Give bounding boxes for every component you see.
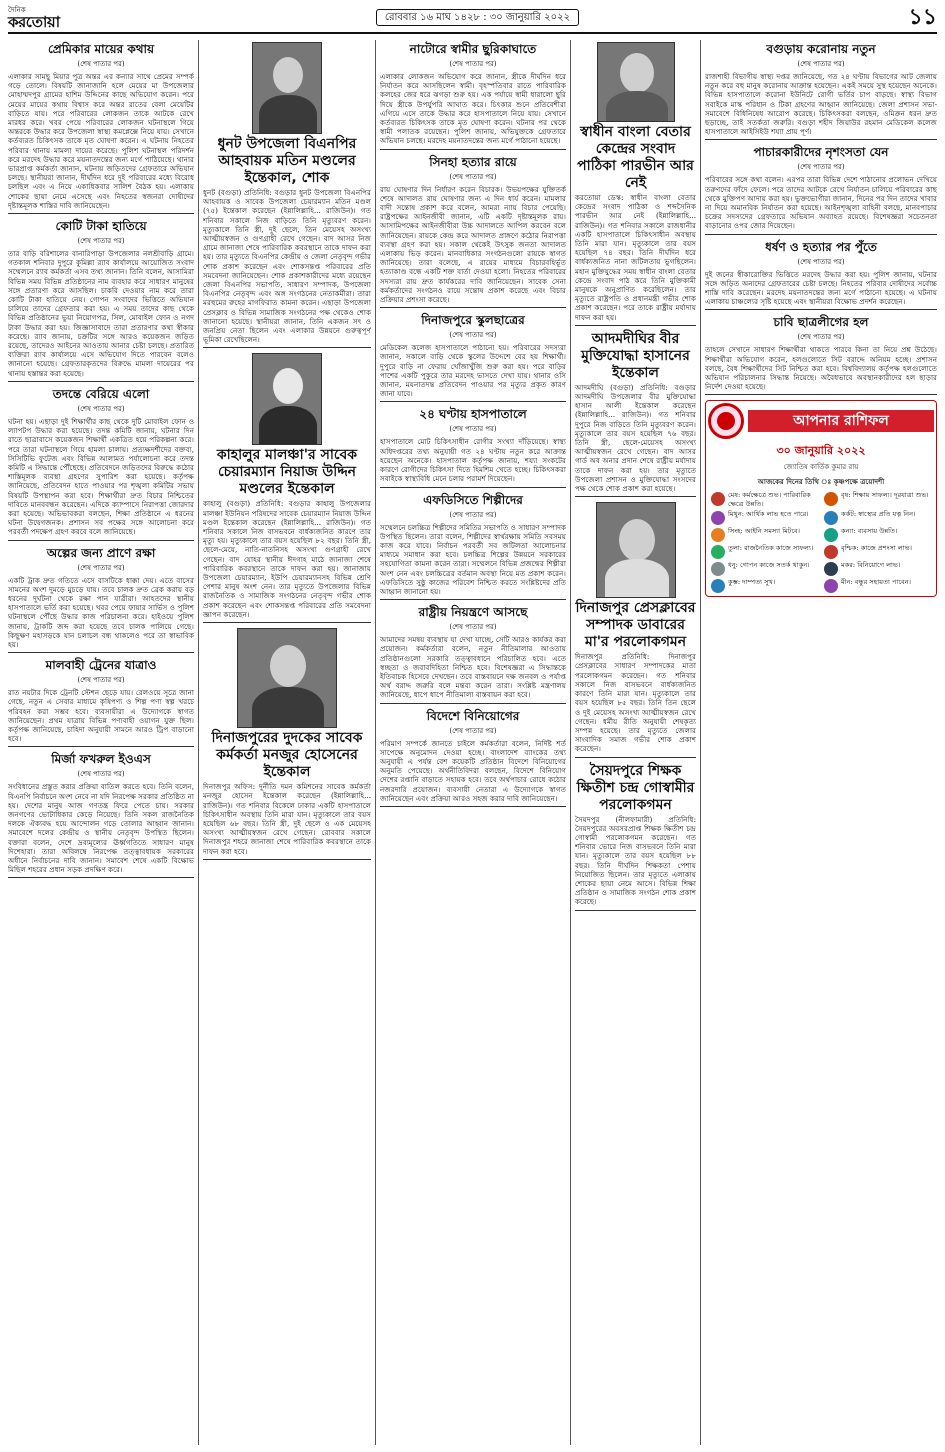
article-body: ঘটনা হয়। এছাড়া দুই শিক্ষার্থীর কাছ থেকে দুটি মোবাইল ফোন ও ল্যাপটপ উদ্ধার করা হয়েছে। তদন্ত কমিটি জানায়, ঘটনার দিন রাতে ছাত্রাবাসে কয়েকজন শিক্ষার্থী একত্রিত হয়ে পরিকল্পনা করে। পরে তারা ঘটনাস্থলে গিয়ে হামলা চালায়। প্রত্যক্ষদর্শীদের বক্তব্য, সিসিটিভি ফুটেজ এবং বিভিন্ন আলামত পর্যালোচনা করে তদন্ত কমিটি এ সিদ্ধান্তে পৌঁছেছে। প্রতিবেদনে জড়িতদের বিরুদ্ধে কঠোর শাস্তিমূলক ব্যবস্থা গ্রহণের সুপারিশ করা হয়েছে। কর্তৃপক্ষ জানিয়েছে, প্রতিবেদন হাতে পাওয়ার পর শৃঙ্খলা কমিটির সভায় বিষয়টি উপস্থাপন করা হবে। শিক্ষার্থীরা দ্রুত বিচার নিশ্চিতের দাবিতে মানববন্ধন করেছেন। এদিকে ক্যাম্পাসে নিরাপত্তা জোরদার করা হয়েছে। অভিভাবকরা বলছেন, শিক্ষা প্রতিষ্ঠানে এ ধরনের ঘটনা উদ্বেগজনক। প্রশাসন সব পক্ষের সঙ্গে আলোচনা করে পরবর্তী পদক্ষেপ গ্রহণ করবে বলে জানিয়েছে। [8,416,194,537]
article-body: পরিবারের সঙ্গে কথা বলেন। এরপর তারা বিভিন্ন দেশে পাঠানোর প্রলোভন দেখিয়ে তরুণদের ফাঁদে ফেলে। পরে তাদের আটকে রেখে নির্যাতন চালিয়ে পরিবারের কাছ থেকে মুক্তিপণ আদায় করা হয়। ভুক্তভোগীরা জানান, দিনের পর দিন তাদের খাবার না দিয়ে অমানবিক নির্যাতন করা হয়েছে। আইনশৃঙ্খলা বাহিনী বলছে, মানবপাচার চক্রের সদস্যদের গ্রেফতারে অভিযান অব্যাহত রয়েছে। বিশেষজ্ঞরা সচেতনতা বাড়ানোর ওপর জোর দিয়েছেন। [705,175,937,231]
article-divider [8,540,194,541]
article-divider [575,496,696,497]
horoscope-signs [706,488,936,596]
column-divider [570,40,571,1445]
continued-note: (শেষ পাতার পর) [77,404,125,413]
article-headline: বগুড়ায় করোনায় নতুন [766,42,876,56]
gemini-icon [711,511,725,525]
article-headline: দিনাজপুরের দুদকের সাবেক কর্মকর্তা মনজুর হোসেনের ইন্তেকাল [211,730,363,781]
article-headline: আদমদীঘির বীর মুক্তিযোদ্ধা হাসানের ইন্তেকাল [581,330,690,381]
libra-icon [711,545,725,559]
continued-note: (শেষ পাতার পর) [449,172,497,181]
zodiac-entry [711,527,818,542]
article-divider [203,622,371,623]
article [575,600,696,757]
zodiac-entry [711,578,818,593]
article [575,124,696,326]
continued-note: (শেষ পাতার পর) [449,331,497,340]
zodiac-entry [824,561,931,576]
article-divider [380,806,566,807]
zodiac-text: কর্কট: স্বাস্থ্যের প্রতি যত্ন নিন। [841,510,916,519]
column-2 [203,40,371,1445]
issue-date-box [78,10,877,27]
article-body: রায় ঘোষণার দিন নির্ধারণ করেন বিচারক। উভয়পক্ষের যুক্তিতর্ক শেষে আদালত রায় ঘোষণার জন্য এ দিন ধার্য করেন। মামলার বাদী সন্তোষ প্রকাশ করে বলেন, আমরা ন্যায় বিচার পেয়েছি। রাষ্ট্রপক্ষের আইনজীবী জানান, এটি একটি দৃষ্টান্তমূলক রায়। আসামিপক্ষের আইনজীবীরা উচ্চ আদালতে আপিল করবেন বলে জানিয়েছেন। রায়কে কেন্দ্র করে আদালত প্রাঙ্গণে কঠোর নিরাপত্তা ব্যবস্থা গ্রহণ করা হয়। সকাল থেকেই উৎসুক জনতা আদালত এলাকায় ভিড় করেন। মানবাধিকার সংগঠনগুলো রায়কে স্বাগত জানিয়েছে। তারা বলেছে, এ রায়ের মাধ্যমে বিচারবহির্ভূত হত্যাকাণ্ড বন্ধে একটি শক্ত বার্তা দেওয়া হলো। নিহতের পরিবারের সদস্যরা রায় দ্রুত কার্যকরের দাবি জানিয়েছেন। সাবেক সেনা কর্মকর্তাদের সংগঠনও রায়ে সন্তোষ প্রকাশ করেছে এবং বিচার প্রক্রিয়ার প্রশংসা করেছে। [380,184,566,305]
article-body: রাজশাহী বিভাগীয় স্বাস্থ্য দপ্তর জানিয়েছে, গত ২৪ ঘণ্টায় বিভাগের আট জেলায় নতুন করে বহু মানুষ করোনায় আক্রান্ত হয়েছেন। একই সময়ে সুস্থ হয়েছেন অনেকে। বিভিন্ন হাসপাতালে করোনা ইউনিটে রোগী ভর্তির চাপ বাড়ছে। স্বাস্থ্য বিভাগ সবাইকে মাস্ক পরিধান ও টিকা গ্রহণের আহ্বান জানিয়েছে। জেলা প্রশাসন সভা-সমাবেশে বিধিনিষেধ আরোপ করেছে। চিকিৎসকরা বলছেন, ওমিক্রন ধরন দ্রুত ছড়াচ্ছে, তাই সতর্কতা জরুরি। বগুড়া শহীদ জিয়াউর রহমান মেডিকেল কলেজ হাসপাতালে আইসিইউ শয্যা প্রায় পূর্ণ। [705,72,937,137]
horoscope-panel [705,400,937,597]
column-divider [700,40,701,1445]
article [8,219,194,382]
article [380,155,566,309]
continued-note: (শেষ পাতার পর) [797,163,845,172]
article-headline: ধর্ষণ ও হত্যার পর পুঁতে [765,239,877,254]
logo-title: করতোয়া [8,12,60,31]
article-body: এলাকার লোকজন অভিযোগ করে জানান, স্ত্রীকে দীর্ঘদিন ধরে নির্যাতন করে আসছিলেন স্বামী। বৃহস্পতিবার রাতে পারিবারিক কলহের জের ধরে ঝগড়া শুরু হয়। এক পর্যায়ে স্বামী ধারালো ছুরি দিয়ে স্ত্রীকে উপর্যুপরি আঘাত করে। চিৎকার শুনে প্রতিবেশীরা এগিয়ে এসে তাকে উদ্ধার করে হাসপাতালে নিয়ে যায়। সেখানে কর্তব্যরত চিকিৎসক তাকে মৃত ঘোষণা করেন। ঘটনার পর থেকে স্বামী পলাতক রয়েছেন। পুলিশ জানায়, অভিযুক্তকে গ্রেফতারে অভিযান চলছে। মরদেহ ময়নাতদন্তের জন্য মর্গে পাঠানো হয়েছে। [380,72,566,146]
article-headline: রাষ্ট্রীয় নিয়ন্ত্রণে আসছে [418,605,528,620]
page-number: ১১ [908,4,937,30]
article-body: আমাদের সমন্বয় ব্যবস্থায় যা দেখা যাচ্ছে, সেটি আরও কার্যকর করা প্রয়োজন। কর্মকর্তারা বলেন, নতুন নীতিমালার আওতায় প্রতিষ্ঠানগুলো সরকারি তত্ত্বাবধানে পরিচালিত হবে। এতে স্বচ্ছতা ও জবাবদিহিতা নিশ্চিত হবে। বিশেষজ্ঞরা এ সিদ্ধান্তকে ইতিবাচক হিসেবে দেখছেন। তবে বাস্তবায়নে দক্ষ জনবল ও পর্যাপ্ত অর্থ বরাদ্দ জরুরি বলে মন্তব্য করেন তারা। সংশ্লিষ্ট মন্ত্রণালয় জানিয়েছে, ধাপে ধাপে নীতিমালা বাস্তবায়ন করা হবে। [380,635,566,700]
zodiac-entry [824,578,931,593]
zodiac-entry [824,510,931,525]
article-headline: স্বাধীন বাংলা বেতার কেন্দ্রের সংবাদ পাঠিকা পারভীন আর নেই [577,124,694,191]
article [8,658,194,747]
aries-icon [711,492,725,506]
article-body: রাত নয়টার দিকে ট্রেনটি স্টেশন ছেড়ে যায়। রেলওয়ে সূত্রে জানা গেছে, নতুন এ সেবার মাধ্যমে কৃষিপণ্য ও শিল্প পণ্য স্বল্প খরচে পরিবহন করা সম্ভব হবে। ব্যবসায়ীরা এ উদ্যোগকে স্বাগত জানিয়েছেন। প্রথম যাত্রায় বিভিন্ন পণ্যবাহী ওয়াগন যুক্ত ছিল। কর্তৃপক্ষ জানিয়েছে, চাহিদা অনুযায়ী সামনে আরও ট্রিপ বাড়ানো হবে। [8,688,194,744]
article-divider [8,213,194,214]
horoscope-author: জ্যোতিষ কার্তিক কুমার রায় [783,463,859,472]
article-divider [380,307,566,308]
continued-note: (শেষ পাতার পর) [77,770,125,779]
horoscope-title: আপনার রাশিফল [748,410,934,432]
article [380,493,566,601]
article-headline: দিনাজপুর প্রেসক্লাবের সম্পাদক ডাবারের মা'র পরলোকগমন [575,600,696,651]
article-headline: প্রেমিকার মায়ের কথায় [47,42,155,56]
article-body: সংবিধানের প্রস্তুত করার প্রক্রিয়া বাতিল করতে হবে। তিনি বলেন, বিএনপি নির্বাচনে অংশ নেবে না যদি নিরপেক্ষ সরকার প্রতিষ্ঠিত না হয়। দেশের মানুষ আজ গণতন্ত্র ফিরে পেতে চায়। সরকার জনগণের ভোটাধিকার কেড়ে নিয়েছে। তিনি সকল রাজনৈতিক দলকে ঐক্যবদ্ধ হয়ে আন্দোলন গড়ে তোলার আহ্বান জানান। সমাবেশে দলের কেন্দ্রীয় ও স্থানীয় নেতৃবৃন্দ উপস্থিত ছিলেন। বক্তারা বলেন, দেশে দ্রব্যমূল্যের ঊর্ধ্বগতিতে সাধারণ মানুষ দিশেহারা। তারা অবিলম্বে নিরপেক্ষ তত্ত্বাবধায়ক সরকারের অধীনে নির্বাচনের দাবি জানান। সমাবেশ শেষে একটি বিক্ষোভ মিছিল শহরের প্রধান সড়ক প্রদক্ষিণ করে। [8,782,194,875]
continued-note: (শেষ পাতার পর) [449,623,497,632]
article [705,315,937,395]
article [575,331,696,497]
zodiac-entry [824,527,931,542]
column-4 [575,40,696,1445]
article-divider [203,347,371,348]
zodiac-text: মকর: বিনিয়োগে লাভ। [841,561,901,570]
portrait-photo [597,42,675,122]
article-headline: সৈয়দপুরে শিক্ষক ক্ষিতীশ চন্দ্র গোস্বামীর পরলোকগমন [576,762,695,813]
article-divider [380,401,566,402]
article-body: তাহলে সেখানে সাধারণ শিক্ষার্থীরা থাকতে পারবে কিনা তা নিয়ে প্রশ্ন উঠেছে। শিক্ষার্থীরা অভিযোগ করেন, হলগুলোতে সিট বরাদ্দে অনিয়ম হচ্ছে। প্রশাসন বলছে, বৈধ শিক্ষার্থীদের সিট নিশ্চিত করা হবে। বিশ্ববিদ্যালয় কর্তৃপক্ষ হলগুলোতে অভিযান পরিচালনার সিদ্ধান্ত নিয়েছে। অবৈধভাবে অবস্থানকারীদের হল ছাড়ার নির্দেশ দেওয়া হয়েছে। [705,345,937,392]
zodiac-entry [711,510,818,525]
article-divider [203,859,371,860]
zodiac-text: কন্যা: ব্যবসায় উন্নতি। [841,527,898,536]
column-divider [198,40,199,1445]
zodiac-text: মেষ: কর্মক্ষেত্রে শুভ। পারিবারিক ক্ষেত্রে উন্নতি। [728,491,811,508]
article-body: ধুনট (বগুড়া) প্রতিনিধি: বগুড়ার ধুনট উপজেলা বিএনপির আহবায়ক ও সাবেক উপজেলা চেয়ারম্যান মতিন মণ্ডল (৭৫) ইন্তেকাল করেছেন (ইন্নালিল্লাহি... রাজিউন)। গত শনিবার সকালে নিজ বাড়িতে তিনি মৃত্যুবরণ করেন। মৃত্যুকালে তিনি স্ত্রী, দুই ছেলে, তিন মেয়েসহ অসংখ্য আত্মীয়স্বজন ও গুণগ্রাহী রেখে গেছেন। বাদ আসর নিজ গ্রামে জানাজা শেষে পারিবারিক কবরস্থানে তাকে দাফন করা হয়। তার মৃত্যুতে বিএনপির কেন্দ্রীয় ও জেলা নেতৃবৃন্দ গভীর শোক প্রকাশ করেছেন এবং শোকসন্তপ্ত পরিবারের প্রতি সমবেদনা জানিয়েছেন। শোক প্রকাশকারীদের মধ্যে রয়েছেন জেলা বিএনপির সভাপতি, সাধারণ সম্পাদক, উপজেলা বিএনপির নেতৃবৃন্দ এবং অঙ্গ সংগঠনের নেতাকর্মীরা। তারা মরহুমের রুহের মাগফিরাত কামনা করেন। এছাড়া উপজেলা প্রেসক্লাব ও বিভিন্ন সামাজিক সংগঠনের পক্ষ থেকেও শোক জানানো হয়েছে। স্থানীয়রা জানান, তিনি একজন সৎ ও জনপ্রিয় নেতা ছিলেন এবং এলাকার উন্নয়নে গুরুত্বপূর্ণ ভূমিকা রেখেছিলেন। [203,188,371,345]
article-headline: মির্জা ফখরুল ইওএস [51,752,151,767]
portrait-photo [237,628,337,728]
article-headline: চাবি ছাত্রলীগের হল [773,315,869,330]
article-body: এলাকার সামছু মিয়ার পুত্র অন্তর এর কন্যার সাথে প্রেমের সম্পর্ক গড়ে তোলে। বিষয়টি জানাজানি হলে মেয়ের মা উপজেলার মোহাম্মদপুর গ্রামের হাশিম উদ্দিনের কাছে অভিযোগ করেন। পরে মেয়ের মায়ের কথায় বিশ্বাস করে অন্তর রাতের বেলা মেয়েটির বাড়িতে যায়। পরে পরিবারের লোকজন তাকে আটকে রেখে মারধর করে। খবর পেয়ে পরিবারের লোকজন ঘটনাস্থলে গিয়ে অন্তরকে উদ্ধার করে উপজেলা স্বাস্থ্য কমপ্লেক্সে নিয়ে যায়। সেখানে কর্তব্যরত চিকিৎসক তাকে মৃত ঘোষণা করেন। এ ঘটনায় নিহতের পরিবার থানায় মামলা দায়ের করেছে। পুলিশ ঘটনাস্থল পরিদর্শন করে মরদেহ উদ্ধার করে ময়নাতদন্তের জন্য মর্গে পাঠিয়েছে। থানার ভারপ্রাপ্ত কর্মকর্তা জানান, ঘটনায় জড়িতদের গ্রেফতারে অভিযান চলছে। স্থানীয়রা জানান, দীর্ঘদিন ধরে দুই পরিবারের মধ্যে বিরোধ চলছিল এবং এ নিয়ে একাধিকবার সালিশ বৈঠক হয়। এলাকায় শোকের ছায়া নেমে এসেছে এবং নিহতের স্বজনরা দোষীদের দৃষ্টান্তমূলক শাস্তির দাবি জানিয়েছেন। [8,72,194,210]
continued-note: (শেষ পাতার পর) [449,60,497,68]
article-body: তার বাড়ি বরিশালের বানারিপাড়া উপজেলার নলশ্রীবাড়ি গ্রামে। গতকাল শনিবার দুপুরে কুমিল্লা র‌্যাব কার্যালয়ে আয়োজিত সংবাদ সম্মেলনে র‌্যাব কর্মকর্তা এসব তথ্য জানান। তিনি বলেন, আসামিরা বিভিন্ন সময় বিভিন্ন প্রতিষ্ঠানের নাম ব্যবহার করে সাধারণ মানুষের সঙ্গে প্রতারণা করে আসছিল। চাকরি দেওয়ার নাম করে তারা কোটি টাকা হাতিয়ে নেয়। গোপন সংবাদের ভিত্তিতে অভিযান চালিয়ে তাদের গ্রেফতার করা হয়। এ সময় তাদের কাছ থেকে বিভিন্ন প্রতিষ্ঠানের ভুয়া নিয়োগপত্র, সিল, মোবাইল ফোন ও নগদ টাকা উদ্ধার করা হয়। জিজ্ঞাসাবাদে তারা প্রতারণার কথা স্বীকার করেছে। র‌্যাব জানায়, চক্রটির সঙ্গে আরও কয়েকজন জড়িত রয়েছে, তাদেরও আইনের আওতায় আনার চেষ্টা চলছে। প্রতারিত ব্যক্তিরা র‌্যাব কার্যালয়ে এসে অভিযোগ দিতে পারবেন বলেও জানানো হয়েছে। গ্রেফতারকৃতদের বিরুদ্ধে মামলা দায়েরের পর থানায় হস্তান্তর করা হয়েছে। [8,249,194,378]
article-headline: মালবাহী ট্রেনের যাত্রাও [45,658,157,673]
article-divider [705,394,937,395]
article-body: হাসপাতালে মোট চিকিৎসাধীন রোগীর সংখ্যা দাঁড়িয়েছে। স্বাস্থ্য অধিদপ্তরের তথ্য অনুযায়ী গত ২৪ ঘণ্টায় নতুন করে আক্রান্ত হয়েছেন অনেকে। হাসপাতাল কর্তৃপক্ষ জানায়, শয্যা সংকটের কারণে রোগীদের চিকিৎসা দিতে হিমশিম খেতে হচ্ছে। চিকিৎসকরা সবাইকে স্বাস্থ্যবিধি মেনে চলার পরামর্শ দিয়েছেন। [380,437,566,484]
continued-note: (শেষ পাতার পর) [449,425,497,434]
logo-small-text: দৈনিক [8,5,26,14]
scorpio-icon [824,545,838,559]
continued-note: (শেষ পাতার পর) [449,726,497,735]
capricorn-icon [824,562,838,576]
article-headline: বিদেশে বিনিয়োগের [426,708,520,723]
article [380,407,566,487]
article [705,42,937,140]
continued-note: (শেষ পাতার পর) [77,237,125,246]
zodiac-entry [711,561,818,576]
article [8,42,194,214]
article [380,709,566,807]
article-divider [8,877,194,878]
article [203,136,371,348]
continued-note: (শেষ পাতার পর) [77,676,125,685]
article [705,240,937,311]
continued-note: (শেষ পাতার পর) [797,60,845,68]
article-divider [380,599,566,600]
zodiac-text: মীন: বন্ধুর সহায়তা পাবেন। [841,578,911,587]
article [705,145,937,234]
zodiac-text: বৃষ: শিক্ষায় সাফল্য। দূরযাত্রা শুভ। [841,491,929,500]
column-1 [8,40,194,1445]
leo-icon [711,528,725,542]
article-divider [575,325,696,326]
article-headline: দিনাজপুরে স্কুলছাত্রের [421,313,525,328]
continued-note: (শেষ পাতার পর) [797,333,845,342]
article-divider [8,746,194,747]
continued-note: (শেষ পাতার পর) [77,60,125,68]
column-3 [380,40,566,1445]
article-body: সৈয়দপুর (নীলফামারী) প্রতিনিধি: সৈয়দপুরের অবসরপ্রাপ্ত শিক্ষক ক্ষিতীশ চন্দ্র গোস্বামী পরলোকগমন করেছেন। গত শনিবার ভোরে নিজ বাসভবনে তিনি মারা যান। মৃত্যুকালে তার বয়স হয়েছিল ৮৮ বছর। তিনি দীর্ঘদিন শিক্ষকতা পেশায় নিয়োজিত ছিলেন। তার মৃত্যুতে এলাকায় শোকের ছায়া নেমে আসে। বিভিন্ন শিক্ষা প্রতিষ্ঠান ও সামাজিক সংগঠন শোক প্রকাশ করেছে। [575,814,696,907]
zodiac-entry [711,491,818,508]
sagittarius-icon [711,562,725,576]
taurus-icon [824,492,838,506]
article [8,752,194,878]
article-divider [575,757,696,758]
horoscope-tithi: আজকের দিনের তিথি ঃ কৃষ্ণপক্ষে ত্রয়োদশী [757,478,885,487]
article-body: সম্মেলনে চলচ্চিত্র শিল্পীদের সমিতির সভাপতি ও সাধারণ সম্পাদক উপস্থিত ছিলেন। তারা বলেন, শিল্পীদের স্বার্থরক্ষায় সমিতি সবসময় কাজ করে যাবে। নির্বাচন পরবর্তী সব জটিলতা আলোচনার মাধ্যমে সমাধান করা হবে। চলচ্চিত্র শিল্পের উন্নয়নে সরকারের সহযোগিতা কামনা করেন তারা। সম্মেলনে বিভিন্ন প্রজন্মের শিল্পীরা অংশ নেন এবং চলচ্চিত্রের বর্তমান অবস্থা নিয়ে মত প্রকাশ করেন। এফডিসিতে সুষ্ঠু কাজের পরিবেশ নিশ্চিত করতে সংশ্লিষ্টদের প্রতি আহ্বান জানানো হয়। [380,522,566,596]
article-body: মেডিকেল কলেজ হাসপাতালে পাঠানো হয়। পরিবারের সদস্যরা জানান, সকালে বাড়ি থেকে স্কুলের উদ্দেশে বের হয় শিক্ষার্থী। দুপুরে বাড়ি না ফেরায় খোঁজাখুঁজি শুরু করা হয়। পরে বাড়ির পাশের একটি পুকুরে তার মরদেহ ভাসতে দেখা যায়। থানার ওসি জানান, ময়নাতদন্ত প্রতিবেদন পাওয়ার পর মৃত্যুর প্রকৃত কারণ জানা যাবে। [380,343,566,399]
article [380,42,566,150]
article-headline: পাচারকারীদের নৃশংসতা যেন [753,145,889,160]
article-headline: তদন্তে বেরিয়ে এলো [52,386,150,401]
article-divider [705,309,937,310]
article-divider [705,139,937,140]
zodiac-entry [711,544,818,559]
article-divider [380,487,566,488]
issue-date: রোববার ১৬ মাঘ ১৪২৮ : ৩০ জানুয়ারি ২০২২ [376,9,579,26]
article-body: পরিমাণ সম্পর্কে জানতে চাইলে কর্মকর্তারা বলেন, নির্দিষ্ট শর্ত সাপেক্ষে অনুমোদন দেওয়া হচ্ছে। বাংলাদেশ ব্যাংকের তথ্য অনুযায়ী এ পর্যন্ত বেশ কয়েকটি প্রতিষ্ঠান বিদেশে বিনিয়োগের অনুমতি পেয়েছে। অর্থনীতিবিদরা বলছেন, বিদেশে বিনিয়োগ দেশের রপ্তানি বাড়াতে সহায়ক হবে। তবে অর্থপাচার রোধে কঠোর নজরদারি প্রয়োজন। ব্যবসায়ী নেতারা এ উদ্যোগকে স্বাগত জানিয়েছেন এবং প্রক্রিয়া আরও সহজ করার দাবি জানিয়েছেন। [380,738,566,803]
article-body: দিনাজপুর প্রতিনিধি: দিনাজপুর প্রেসক্লাবের সাধারণ সম্পাদকের মাতা পরলোকগমন করেছেন। গত শনিবার সকালে নিজ বাসভবনে বার্ধক্যজনিত কারণে তিনি মারা যান। মৃত্যুকালে তার বয়স হয়েছিল ৮৫ বছর। তিনি তিন ছেলে ও দুই মেয়েসহ অসংখ্য আত্মীয়স্বজন রেখে গেছেন। ধর্মীয় রীতি অনুযায়ী শেষকৃত্য সম্পন্ন হয়েছে। তার মৃত্যুতে জেলার সাংবাদিক সমাজ গভীর শোক প্রকাশ করেছেন। [575,652,696,754]
aquarius-icon [711,579,725,593]
article-divider [8,381,194,382]
zodiac-text: মিথুন: আর্থিক লাভ হতে পারে। [728,510,809,519]
zodiac-text: বৃশ্চিক: কাজে প্রশংসা লাভ। [841,544,913,553]
article-headline: সিনহা হত্যার রায়ে [429,154,517,169]
newspaper-logo [8,4,78,32]
zodiac-entry [824,544,931,559]
article-divider [8,652,194,653]
article-headline: ২৪ ঘণ্টায় হাসপাতালে [419,407,527,422]
article [203,447,371,623]
article-divider [380,703,566,704]
article-body: করতোয়া ডেস্ক: স্বাধীন বাংলা বেতার কেন্দ্রের সংবাদ পাঠিকা ও শব্দসৈনিক পারভীন আর নেই (ইন্নালিল্লাহি... রাজিউন)। গত শনিবার সকালে রাজধানীর একটি হাসপাতালে চিকিৎসাধীন অবস্থায় তিনি মারা যান। মৃত্যুকালে তার বয়স হয়েছিল ৭৪ বছর। তিনি দীর্ঘদিন ধরে বার্ধক্যজনিত নানা জটিলতায় ভুগছিলেন। মহান মুক্তিযুদ্ধের সময় স্বাধীন বাংলা বেতার কেন্দ্রে সংবাদ পাঠ করে তিনি মুক্তিকামী মানুষকে অনুপ্রাণিত করেছিলেন। তার মৃত্যুতে রাষ্ট্রপতি ও প্রধানমন্ত্রী গভীর শোক প্রকাশ করেছেন। পরে তাকে রাষ্ট্রীয় মর্যাদায় দাফন করা হয়। [575,193,696,322]
zodiac-text: কুম্ভ: দাম্পত্য সুখ। [728,578,776,587]
article-body: একটি ট্রাক দ্রুত গতিতে এসে বাসটিকে ধাক্কা দেয়। এতে বাসের সামনের অংশ দুমড়ে মুচড়ে যায়। তবে চালক দ্রুত ব্রেক করায় বড় ধরনের দুর্ঘটনা থেকে রক্ষা পান যাত্রীরা। আহতদের স্থানীয় হাসপাতালে ভর্তি করা হয়েছে। খবর পেয়ে ফায়ার সার্ভিস ও পুলিশ ঘটনাস্থলে পৌঁছে উদ্ধার কাজ পরিচালনা করে। হাইওয়ে পুলিশ জানায়, ট্রাকটি জব্দ করা হয়েছে তবে চালক পালিয়ে গেছে। কিছুক্ষণ মহাসড়কে যান চলাচল বন্ধ থাকলেও পরে তা স্বাভাবিক হয়। [8,575,194,649]
article-headline: অল্পের জন্য প্রাণে রক্ষা [46,545,156,560]
article-divider [380,149,566,150]
article [380,605,566,703]
zodiac-entry [824,491,931,508]
article [203,730,371,860]
masthead [8,4,937,34]
portrait-photo [596,502,676,598]
article [575,763,696,911]
article-body: দিনাজপুর অফিস: দুর্নীতি দমন কমিশনের সাবেক কর্মকর্তা মনজুর হোসেন ইন্তেকাল করেছেন (ইন্নালিল্লাহি... রাজিউন)। গত শনিবার বিকেলে ঢাকার একটি হাসপাতালে চিকিৎসাধীন অবস্থায় তিনি মারা যান। মৃত্যুকালে তার বয়স হয়েছিল ৬৮ বছর। তিনি স্ত্রী, দুই ছেলে ও এক মেয়েসহ অসংখ্য আত্মীয়স্বজন রেখে গেছেন। রোববার সকালে দিনাজপুর শহরে জানাজা শেষে পারিবারিক কবরস্থানে তাকে দাফন করা হবে। [203,782,371,856]
portrait-photo [252,353,322,445]
article-headline: ধুনট উপজেলা বিএনপির আহবায়ক মতিন মণ্ডলের ইন্তেকাল, শোক [217,136,357,186]
article-headline: কোটি টাকা হাতিয়ে [55,219,147,234]
horoscope-date: ৩০ জানুয়ারি ২০২২ [776,444,866,458]
continued-note: (শেষ পাতার পর) [77,563,125,572]
article-headline: এফডিসিতে শিল্পীদের [423,492,523,507]
portrait-photo [252,42,322,134]
zodiac-text: তুলা: রাজনৈতিক কাজে সাফল্য। [728,544,814,553]
zodiac-text: ধনু: গোপন কাজে সতর্ক থাকুন। [728,561,810,570]
pisces-icon [824,579,838,593]
article [8,387,194,541]
horoscope-seal-icon [708,403,744,439]
article-body: দুই জনের স্বীকারোক্তির ভিত্তিতে মরদেহ উদ্ধার করা হয়। পুলিশ জানায়, ঘটনার সঙ্গে জড়িত অন্যদের গ্রেফতারের চেষ্টা চলছে। নিহতের পরিবার দোষীদের সর্বোচ্চ শাস্তি দাবি করেছেন। মরদেহ ময়নাতদন্তের জন্য মর্গে পাঠানো হয়েছে। এ ঘটনায় এলাকায় চাঞ্চল্যের সৃষ্টি হয়েছে এবং স্থানীয়রা বিক্ষোভ প্রদর্শন করেছেন। [705,269,937,307]
column-divider [375,40,376,1445]
cancer-icon [824,511,838,525]
virgo-icon [824,528,838,542]
article-headline: কাহালুর মালঞ্চা'র সাবেক চেয়ারম্যান নিয়াজ উদ্দিন মণ্ডলের ইন্তেকাল [216,447,358,498]
article [380,313,566,402]
column-5 [705,40,937,1445]
article-body: কাহালু (বগুড়া) প্রতিনিধি: বগুড়ার কাহালু উপজেলার মালঞ্চা ইউনিয়ন পরিষদের সাবেক চেয়ারম্যান নিয়াজ উদ্দিন মণ্ডল ইন্তেকাল করেছেন (ইন্নালিল্লাহি... রাজিউন)। গত শনিবার সকালে নিজ বাসভবনে বার্ধক্যজনিত কারণে তার মৃত্যু হয়। মৃত্যুকালে তার বয়স হয়েছিল ৮২ বছর। তিনি স্ত্রী, ছেলে-মেয়ে, নাতি-নাতনিসহ অসংখ্য গুণগ্রাহী রেখে গেছেন। বাদ যোহর স্থানীয় ঈদগাহ মাঠে জানাজা শেষে পারিবারিক কবরস্থানে তাকে দাফন করা হয়। জানাজায় উপজেলা চেয়ারম্যান, ইউপি চেয়ারম্যানসহ বিভিন্ন শ্রেণি পেশার মানুষ অংশ নেন। তার মৃত্যুতে উপজেলার বিভিন্ন রাজনৈতিক ও সামাজিক সংগঠনের নেতৃবৃন্দ গভীর শোক প্রকাশ করেছেন এবং শোকসন্তপ্ত পরিবারের প্রতি সমবেদনা জ্ঞাপন করেছেন। [203,499,371,619]
article [8,546,194,654]
article-headline: নাটোরে স্বামীর ছুরিকাঘাতে [409,42,537,56]
article-divider [705,234,937,235]
article-body: আদমদীঘি (বগুড়া) প্রতিনিধি: বগুড়ার আদমদীঘি উপজেলার বীর মুক্তিযোদ্ধা হাসান আলী ইন্তেকাল করেছেন (ইন্নালিল্লাহি... রাজিউন)। গত শনিবার দুপুরে নিজ বাড়িতে তিনি মৃত্যুবরণ করেন। মৃত্যুকালে তার বয়স হয়েছিল ৭৬ বছর। তিনি স্ত্রী, ছেলে-মেয়েসহ অসংখ্য আত্মীয়স্বজন রেখে গেছেন। বাদ আসর গার্ড অব অনার প্রদান শেষে রাষ্ট্রীয় মর্যাদায় তাকে দাফন করা হয়। তার মৃত্যুতে উপজেলা প্রশাসন ও মুক্তিযোদ্ধা সংসদের পক্ষ থেকে শোক প্রকাশ করা হয়েছে। [575,382,696,494]
article-divider [575,910,696,911]
continued-note: (শেষ পাতার পর) [449,510,497,519]
zodiac-text: সিংহ: আইনি সমস্যা মিটবে। [728,527,801,536]
continued-note: (শেষ পাতার পর) [797,257,845,266]
